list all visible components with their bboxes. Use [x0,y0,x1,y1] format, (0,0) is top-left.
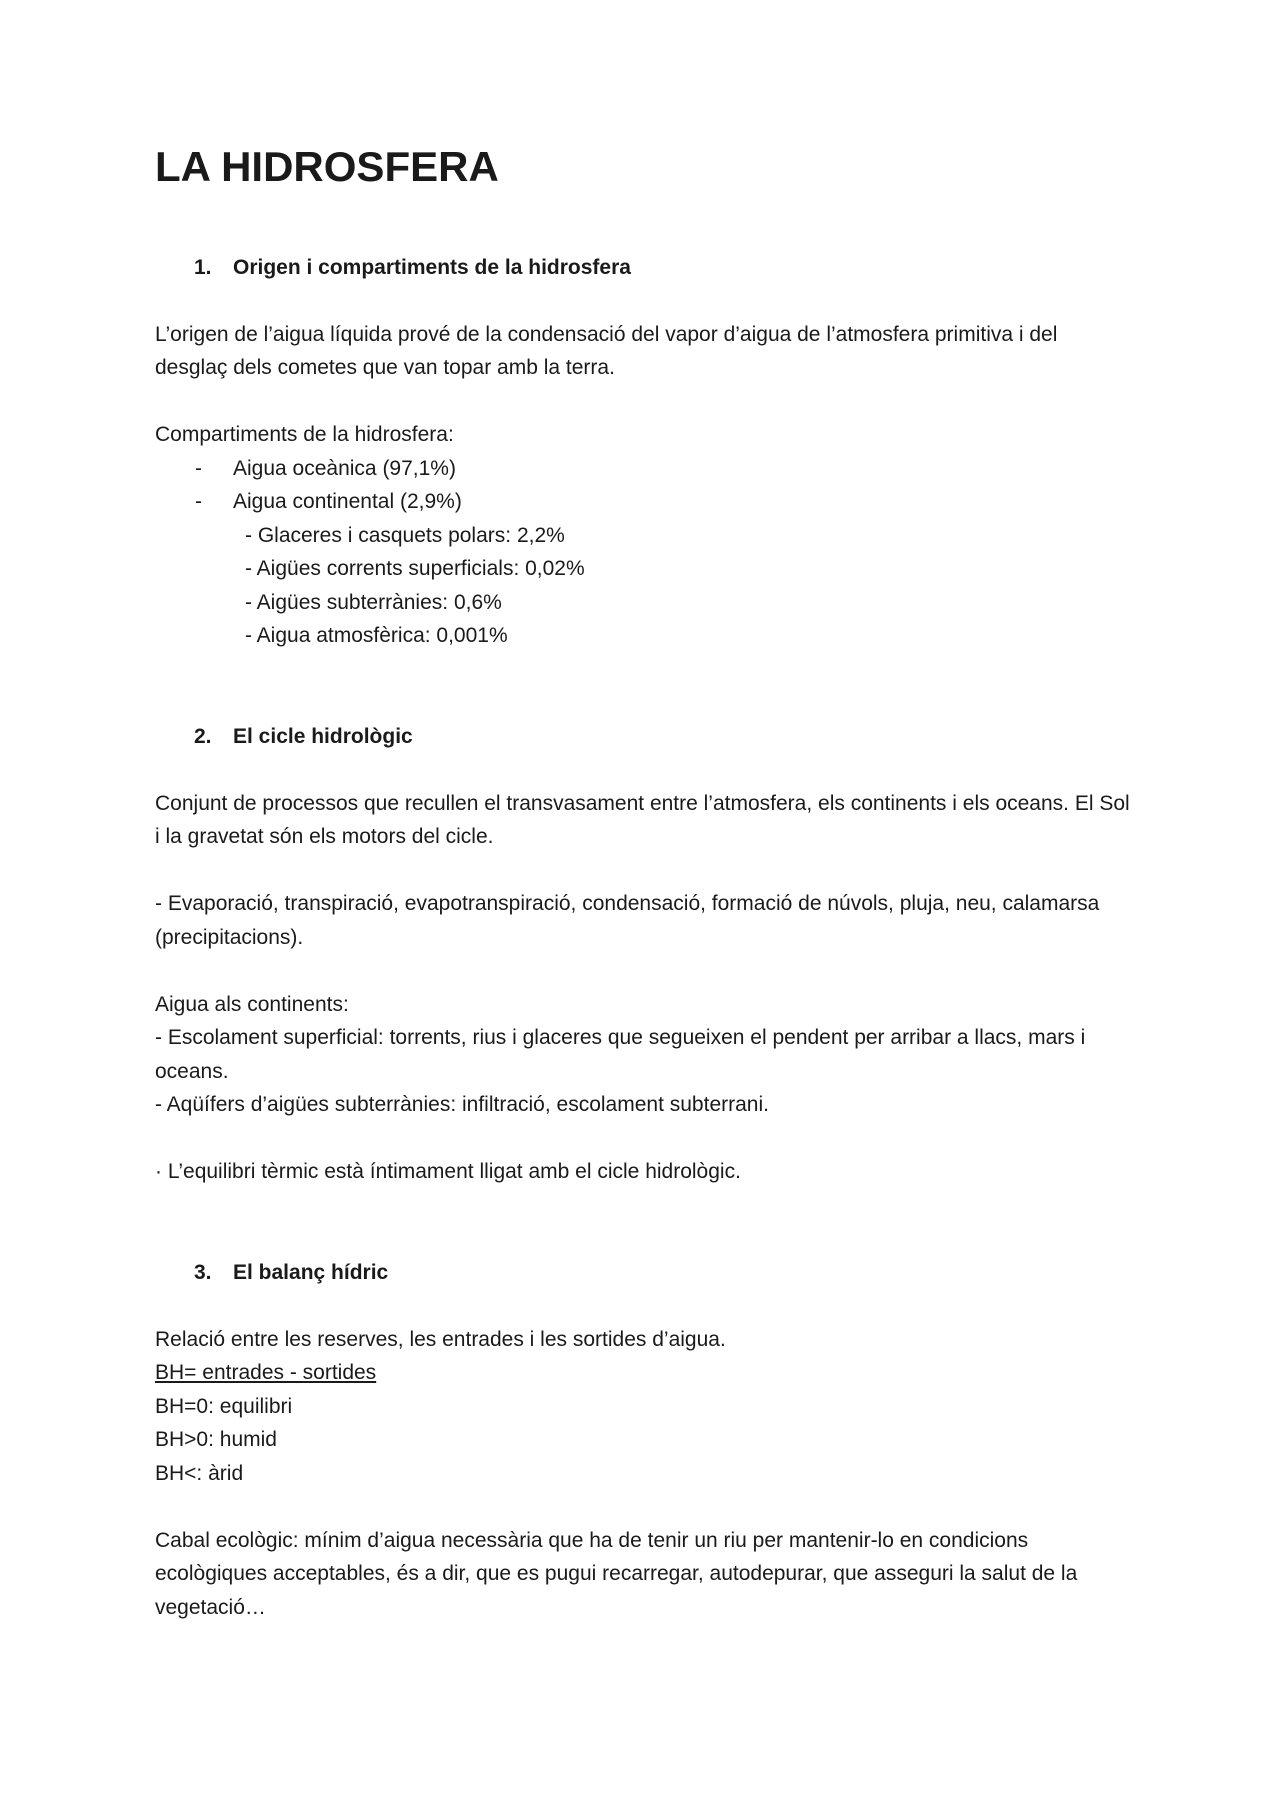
section-1-title: Origen i compartiments de la hidrosfera [233,255,631,279]
balance-case: BH<: àrid [155,1461,244,1485]
list-item: - Aigua oceànica (97,1%) [195,456,456,480]
section-2-number: 2. [194,724,212,748]
list-item: - Aigües corrents superficials: 0,02% [245,557,585,580]
continents-label: Aigua als continents: [155,992,349,1016]
list-item: - Aigües subterrànies: 0,6% [245,590,502,614]
water-balance-formula: BH= entrades - sortides [155,1361,377,1384]
section-3-title: El balanç hídric [233,1260,389,1284]
section-1-intro: L’origen de l’aigua líquida prové de la condensació del vapor d’aigua de l’atmosfera primitiva i del desglaç dels cometes que van topar amb la terra. [155,322,1058,379]
section-1-heading [155,251,1135,285]
section-3-number: 3. [194,1260,212,1284]
balance-case: BH>0: humid [155,1428,277,1451]
section-3-heading [155,1256,1135,1290]
continental-breakdown-list [155,519,1135,653]
document-page [155,143,1135,1624]
section-1-number: 1. [194,255,212,279]
continents-item-aquifers: - Aqüífers d’aigües subterrànies: infiltració, escolament subterrani. [155,1093,769,1116]
document-title: LA HIDROSFERA [155,143,499,190]
section-2-heading [155,720,1135,754]
list-item: - Glaceres i casquets polars: 2,2% [245,523,565,547]
compartments-list [155,452,1135,519]
list-item: - Aigua continental (2,9%) [195,490,462,513]
thermal-note: · L’equilibri tèrmic està íntimament lligat amb el cicle hidrològic. [155,1160,741,1183]
section-2-title: El cicle hidrològic [233,724,413,748]
balance-case: BH=0: equilibri [155,1394,293,1418]
section-2-intro: Conjunt de processos que recullen el transvasament entre l’atmosfera, els continents i els oceans. El Sol i la gravetat són els motors del cicle. [155,791,1130,848]
processes-text: - Evaporació, transpiració, evapotranspiració, condensació, formació de núvols, pluja, neu, calamarsa (precipitacions). [155,892,1100,949]
section-3-intro: Relació entre les reserves, les entrades i les sortides d’aigua. [155,1327,726,1351]
ecological-flow-text: Cabal ecològic: mínim d’aigua necessària que ha de tenir un riu per mantenir-lo en condicions ecològiques acceptables, és a dir, que es pugui recarregar, autodepurar, que asseguri la salut de la vegetació… [155,1528,1078,1619]
continents-item-surface: - Escolament superficial: torrents, rius i glaceres que segueixen el pendent per arribar a llacs, mars i oceans. [155,1026,1086,1083]
list-item: - Aigua atmosfèrica: 0,001% [245,624,508,647]
compartments-label: Compartiments de la hidrosfera: [155,423,454,446]
